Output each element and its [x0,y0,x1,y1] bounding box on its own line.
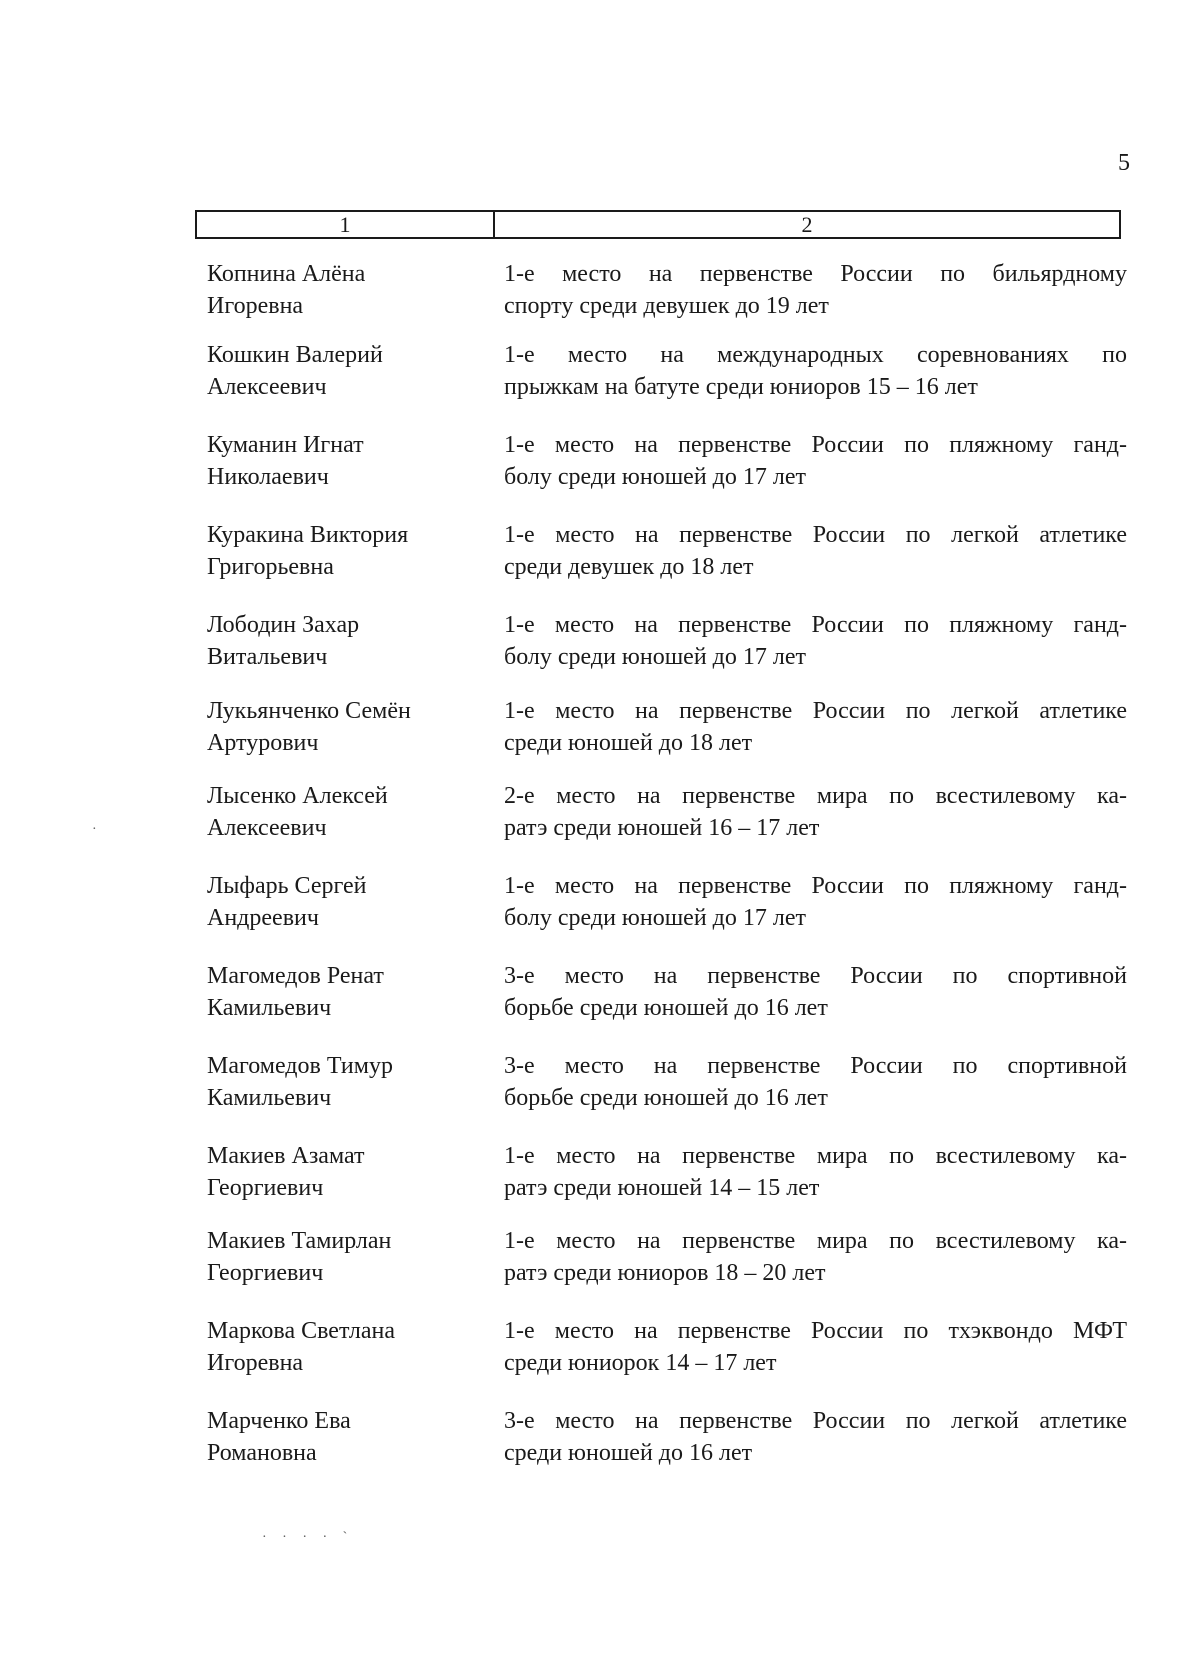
award-line: ратэ среди юношей 16 – 17 лет [504,815,820,841]
name-line: Григорьевна [207,554,334,580]
award-line: 1-е место на первенстве России по пляжному ганд- [504,612,1127,638]
award-text [504,1315,1127,1379]
award-line: спорту среди девушек до 19 лет [504,293,829,319]
award-text [504,429,1127,493]
award-text [504,870,1127,934]
award-text [504,1140,1127,1204]
name-line: Лободин Захар [207,612,360,638]
award-line: 1-е место на первенстве России по тхэквондо МФТ [504,1318,1127,1344]
page-number: 5 [1118,150,1130,176]
scan-speck: · · · · ˋ [262,1530,354,1545]
award-text [504,1405,1127,1469]
person-name [207,695,487,759]
award-line: болу среди юношей до 17 лет [504,644,806,670]
scan-speck: · [92,822,97,837]
name-line: Макиев Тамирлан [207,1228,392,1254]
award-line: болу среди юношей до 17 лет [504,464,806,490]
column-header-2: 2 [801,211,813,237]
person-name [207,780,487,844]
award-line: среди девушек до 18 лет [504,554,754,580]
award-line: 1-е место на первенстве России по бильярдному [504,261,1127,287]
award-line: среди юношей до 18 лет [504,730,753,756]
name-line: Кошкин Валерий [207,342,383,368]
award-text [504,780,1127,844]
person-name [207,1050,487,1114]
name-line: Лысенко Алексей [207,783,388,809]
award-line: прыжкам на батуте среди юниоров 15 – 16 лет [504,374,978,400]
award-line: болу среди юношей до 17 лет [504,905,806,931]
column-header-1: 1 [197,212,495,237]
person-name [207,1315,487,1379]
name-line: Георгиевич [207,1260,324,1286]
award-line: 3-е место на первенстве России по легкой атлетике [504,1408,1127,1434]
award-line: 1-е место на международных соревнованиях по [504,342,1127,368]
person-name [207,1225,487,1289]
award-text [504,695,1127,759]
award-text [504,519,1127,583]
name-line: Витальевич [207,644,328,670]
award-line: среди юношей до 16 лет [504,1440,753,1466]
award-text [504,1050,1127,1114]
name-line: Николаевич [207,464,329,490]
award-line: 1-е место на первенстве России по легкой атлетике [504,522,1127,548]
award-line: 1-е место на первенстве мира по всестилевому ка- [504,1143,1127,1169]
name-line: Игоревна [207,293,304,319]
name-line: Куманин Игнат [207,432,364,458]
award-text [504,960,1127,1024]
award-line: борьбе среди юношей до 16 лет [504,1085,828,1111]
name-line: Макиев Азамат [207,1143,365,1169]
name-line: Георгиевич [207,1175,324,1201]
award-line: 1-е место на первенстве России по пляжному ганд- [504,432,1127,458]
person-name [207,1405,487,1469]
person-name [207,519,487,583]
person-name [207,960,487,1024]
name-line: Куракина Виктория [207,522,409,548]
award-line: борьбе среди юношей до 16 лет [504,995,828,1021]
award-text [504,258,1127,322]
award-line: ратэ среди юношей 14 – 15 лет [504,1175,820,1201]
name-line: Игоревна [207,1350,304,1376]
award-line: 1-е место на первенстве мира по всестилевому ка- [504,1228,1127,1254]
name-line: Лукьянченко Семён [207,698,411,724]
award-line: 2-е место на первенстве мира по всестилевому ка- [504,783,1127,809]
award-line: среди юниорок 14 – 17 лет [504,1350,777,1376]
name-line: Копнина Алёна [207,261,366,287]
table-header [195,210,1121,239]
name-line: Лыфарь Сергей [207,873,367,899]
person-name [207,870,487,934]
award-text [504,609,1127,673]
award-line: 1-е место на первенстве России по легкой атлетике [504,698,1127,724]
person-name [207,339,487,403]
name-line: Маркова Светлана [207,1318,395,1344]
name-line: Камильевич [207,1085,332,1111]
name-line: Романовна [207,1440,317,1466]
person-name [207,1140,487,1204]
name-line: Алексеевич [207,815,327,841]
award-text [504,339,1127,403]
award-line: ратэ среди юниоров 18 – 20 лет [504,1260,826,1286]
name-line: Камильевич [207,995,332,1021]
name-line: Марченко Ева [207,1408,351,1434]
person-name [207,609,487,673]
person-name [207,258,487,322]
person-name [207,429,487,493]
award-line: 3-е место на первенстве России по спортивной [504,963,1127,989]
award-text [504,1225,1127,1289]
name-line: Магомедов Тимур [207,1053,393,1079]
award-line: 1-е место на первенстве России по пляжному ганд- [504,873,1127,899]
name-line: Андреевич [207,905,319,931]
name-line: Артурович [207,730,319,756]
award-line: 3-е место на первенстве России по спортивной [504,1053,1127,1079]
name-line: Алексеевич [207,374,327,400]
name-line: Магомедов Ренат [207,963,384,989]
